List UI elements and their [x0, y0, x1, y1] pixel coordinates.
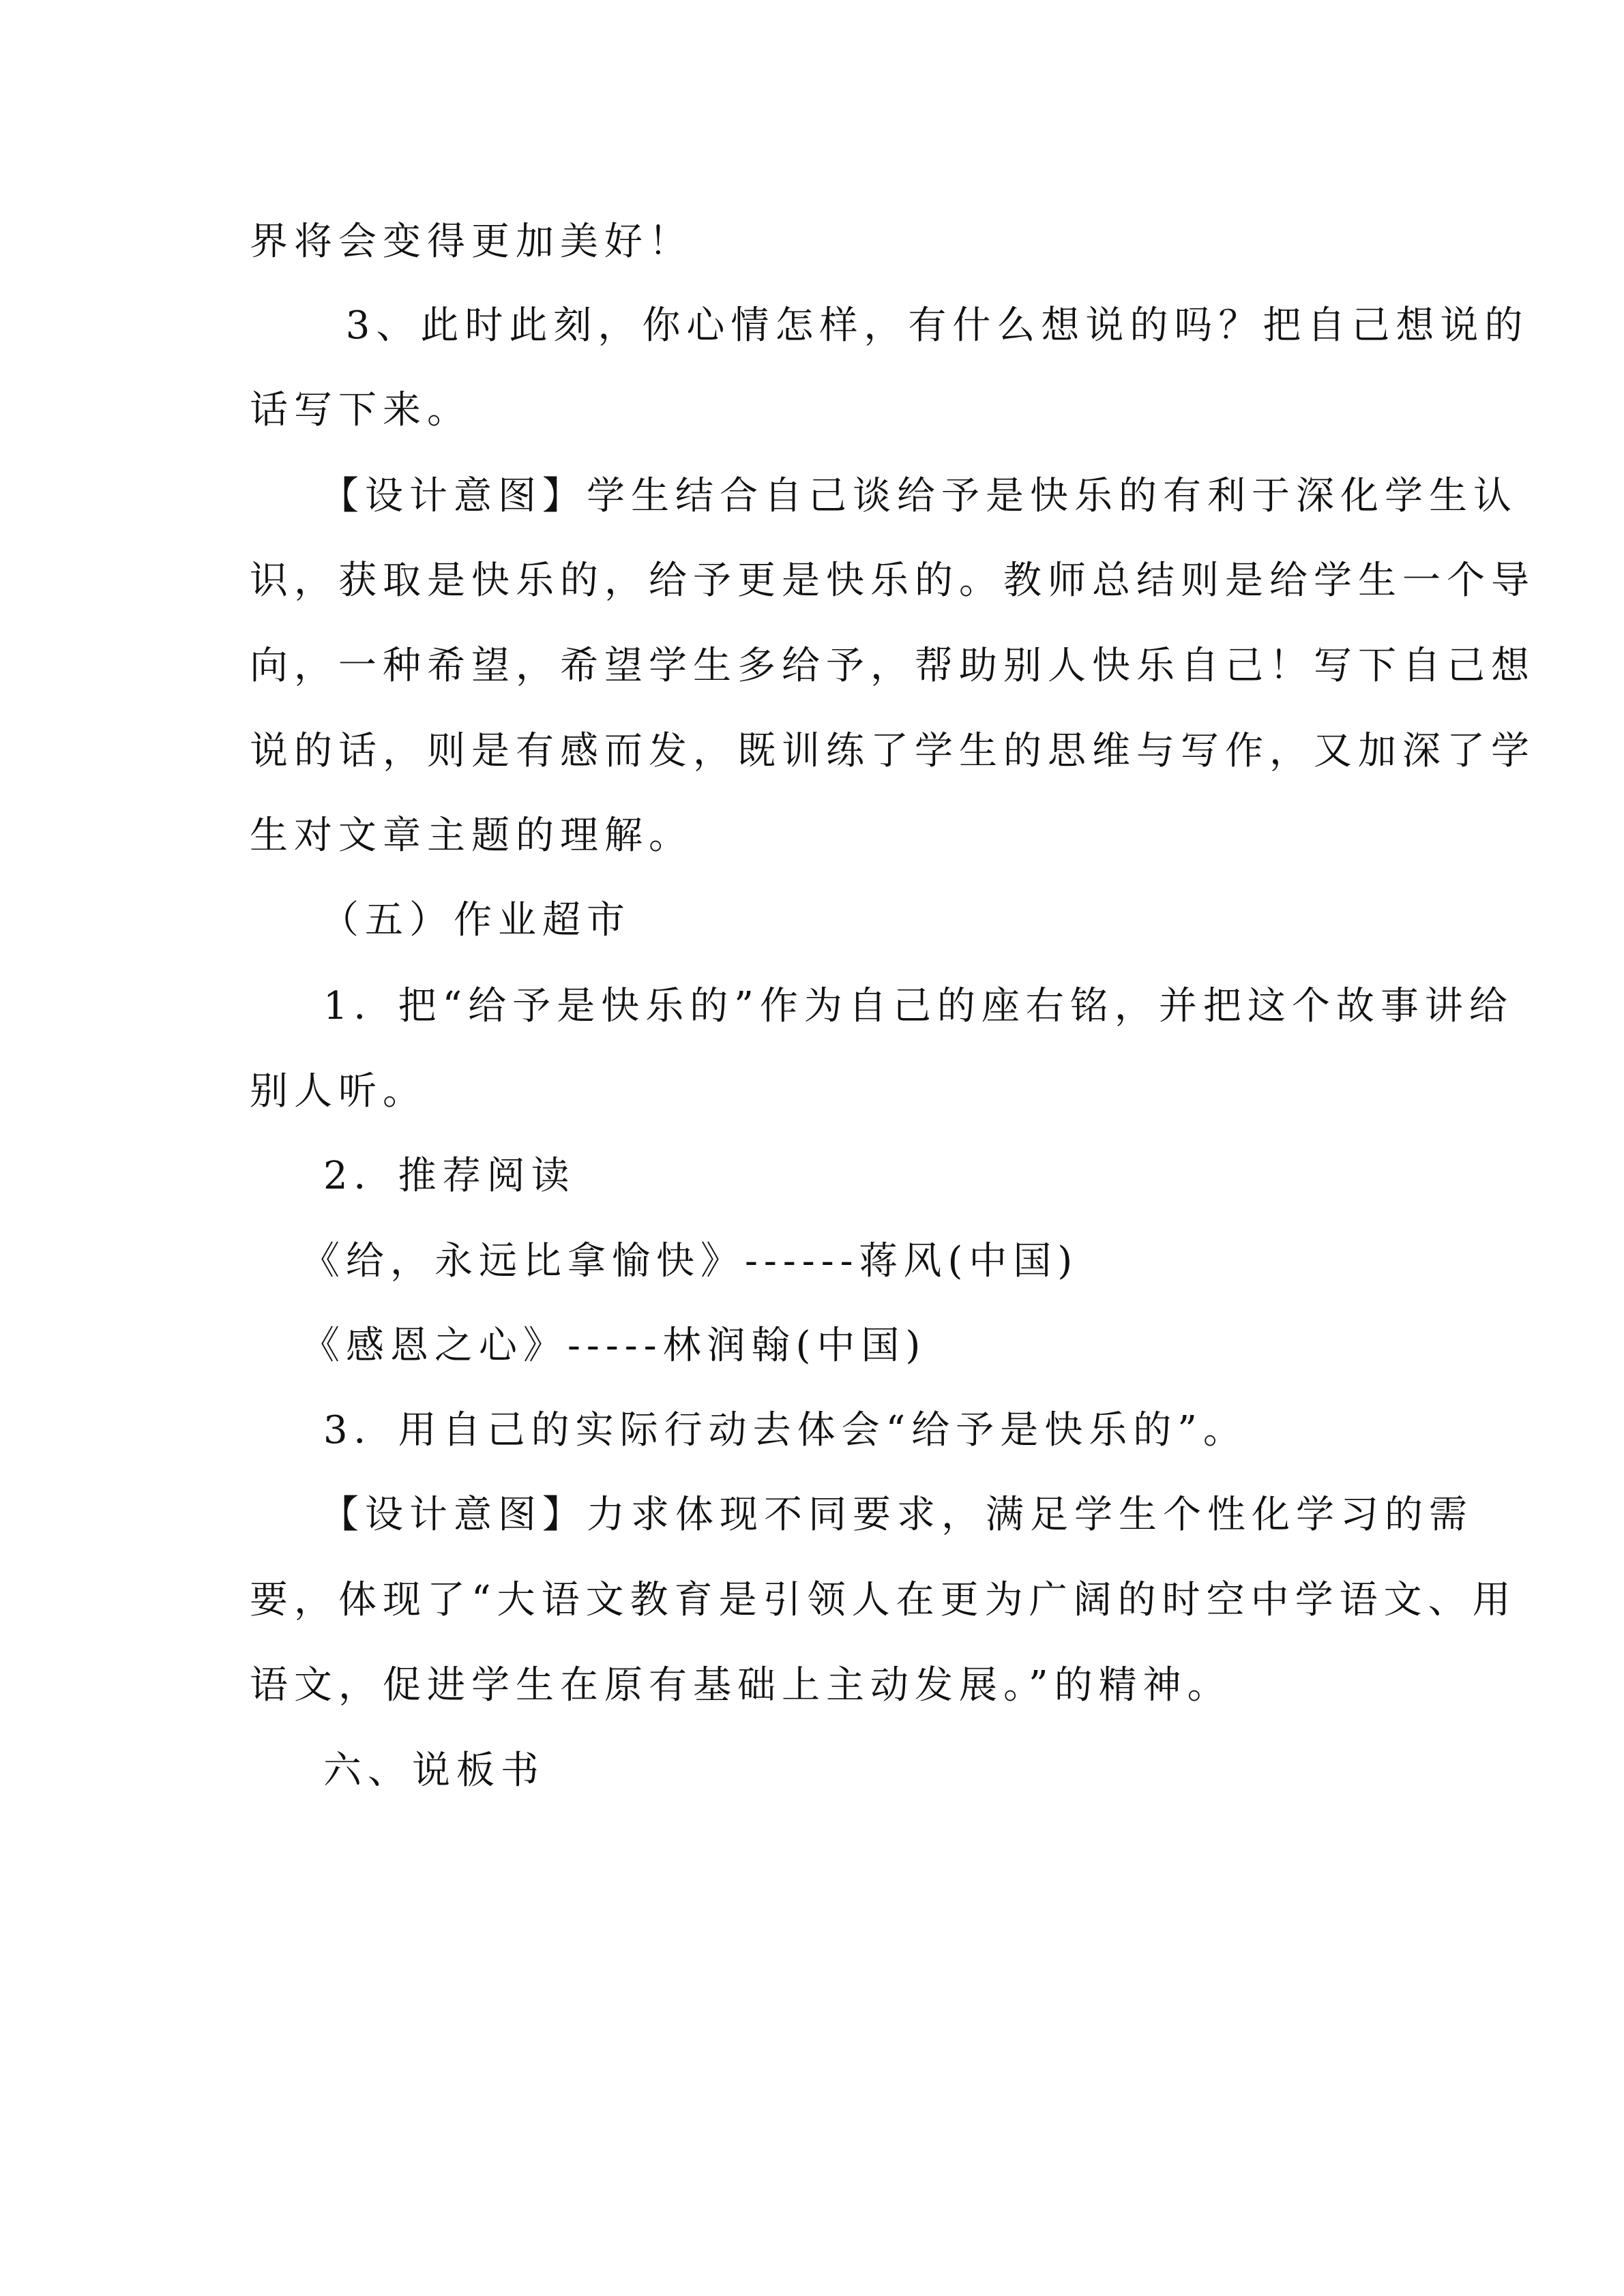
text-line-13: 《给，永远比拿愉快》------蒋风(中国) — [301, 1239, 1079, 1283]
text-line-4: 【设计意图】学生结合自己谈给予是快乐的有利于深化学生认 — [321, 474, 1518, 518]
text-line-9: （五）作业超市 — [321, 898, 631, 942]
text-line-5: 识，获取是快乐的，给予更是快乐的。教师总结则是给学生一个导 — [250, 558, 1535, 603]
text-line-18: 语文，促进学生在原有基础上主动发展。”的精神。 — [250, 1663, 1232, 1708]
text-line-14: 《感恩之心》-----林润翰(中国) — [301, 1324, 927, 1368]
text-line-6: 向，一种希望，希望学生多给予，帮助别人快乐自己！写下自己想 — [250, 644, 1535, 688]
text-line-11: 别人听。 — [250, 1069, 427, 1114]
text-line-16: 【设计意图】力求体现不同要求，满足学生个性化学习的需 — [321, 1493, 1473, 1537]
text-line-3: 话写下来。 — [250, 388, 471, 432]
text-line-10: 1．把“给予是快乐的”作为自己的座右铭，并把这个故事讲给 — [323, 984, 1514, 1028]
text-line-19: 六、说板书 — [323, 1748, 545, 1793]
text-line-17: 要，体现了“大语文教育是引领人在更为广阔的时空中学语文、用 — [250, 1578, 1517, 1622]
text-line-12: 2．推荐阅读 — [323, 1154, 576, 1198]
text-line-7: 说的话，则是有感而发，既训练了学生的思维与写作，又加深了学 — [250, 729, 1535, 773]
text-line-8: 生对文章主题的理解。 — [250, 814, 693, 858]
text-line-15: 3．用自己的实际行动去体会“给予是快乐的”。 — [323, 1408, 1247, 1452]
text-line-1: 界将会变得更加美好！ — [250, 220, 693, 264]
text-line-2: 3、此时此刻，你心情怎样，有什么想说的吗？把自己想说的 — [327, 303, 1529, 348]
